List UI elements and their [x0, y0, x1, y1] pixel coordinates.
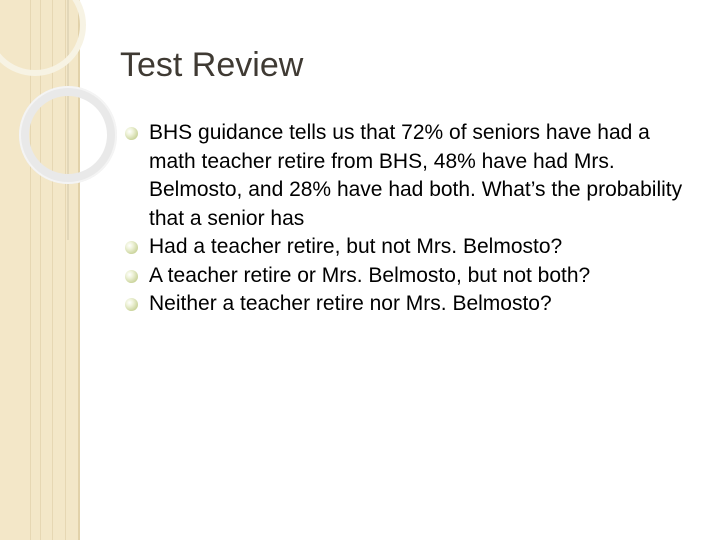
decorative-rings [0, 0, 140, 240]
bullet-text: BHS guidance tells us that 72% of seniors have had a math teacher retire from BHS, 48% have had Mrs. Belmosto, and 28% have had both. What’s the probability that a senior has [149, 121, 683, 230]
bullet-item-question-3 [125, 290, 690, 319]
decor-ring-top [0, 0, 83, 73]
bullet-text: Neither a teacher retire nor Mrs. Belmosto? [149, 292, 552, 315]
bullet-item-question-2 [125, 262, 690, 291]
bullet-icon [125, 298, 138, 311]
bullet-icon [125, 241, 138, 254]
bullet-item-question-1 [125, 233, 690, 262]
bullet-text: Had a teacher retire, but not Mrs. Belmosto? [149, 235, 563, 258]
slide-title: Test Review [120, 46, 304, 84]
bullet-icon [125, 270, 138, 283]
bullet-item-problem [125, 119, 690, 233]
bullet-icon [125, 127, 138, 140]
bullet-text: A teacher retire or Mrs. Belmosto, but not both? [149, 263, 591, 287]
bullet-list [125, 119, 690, 319]
